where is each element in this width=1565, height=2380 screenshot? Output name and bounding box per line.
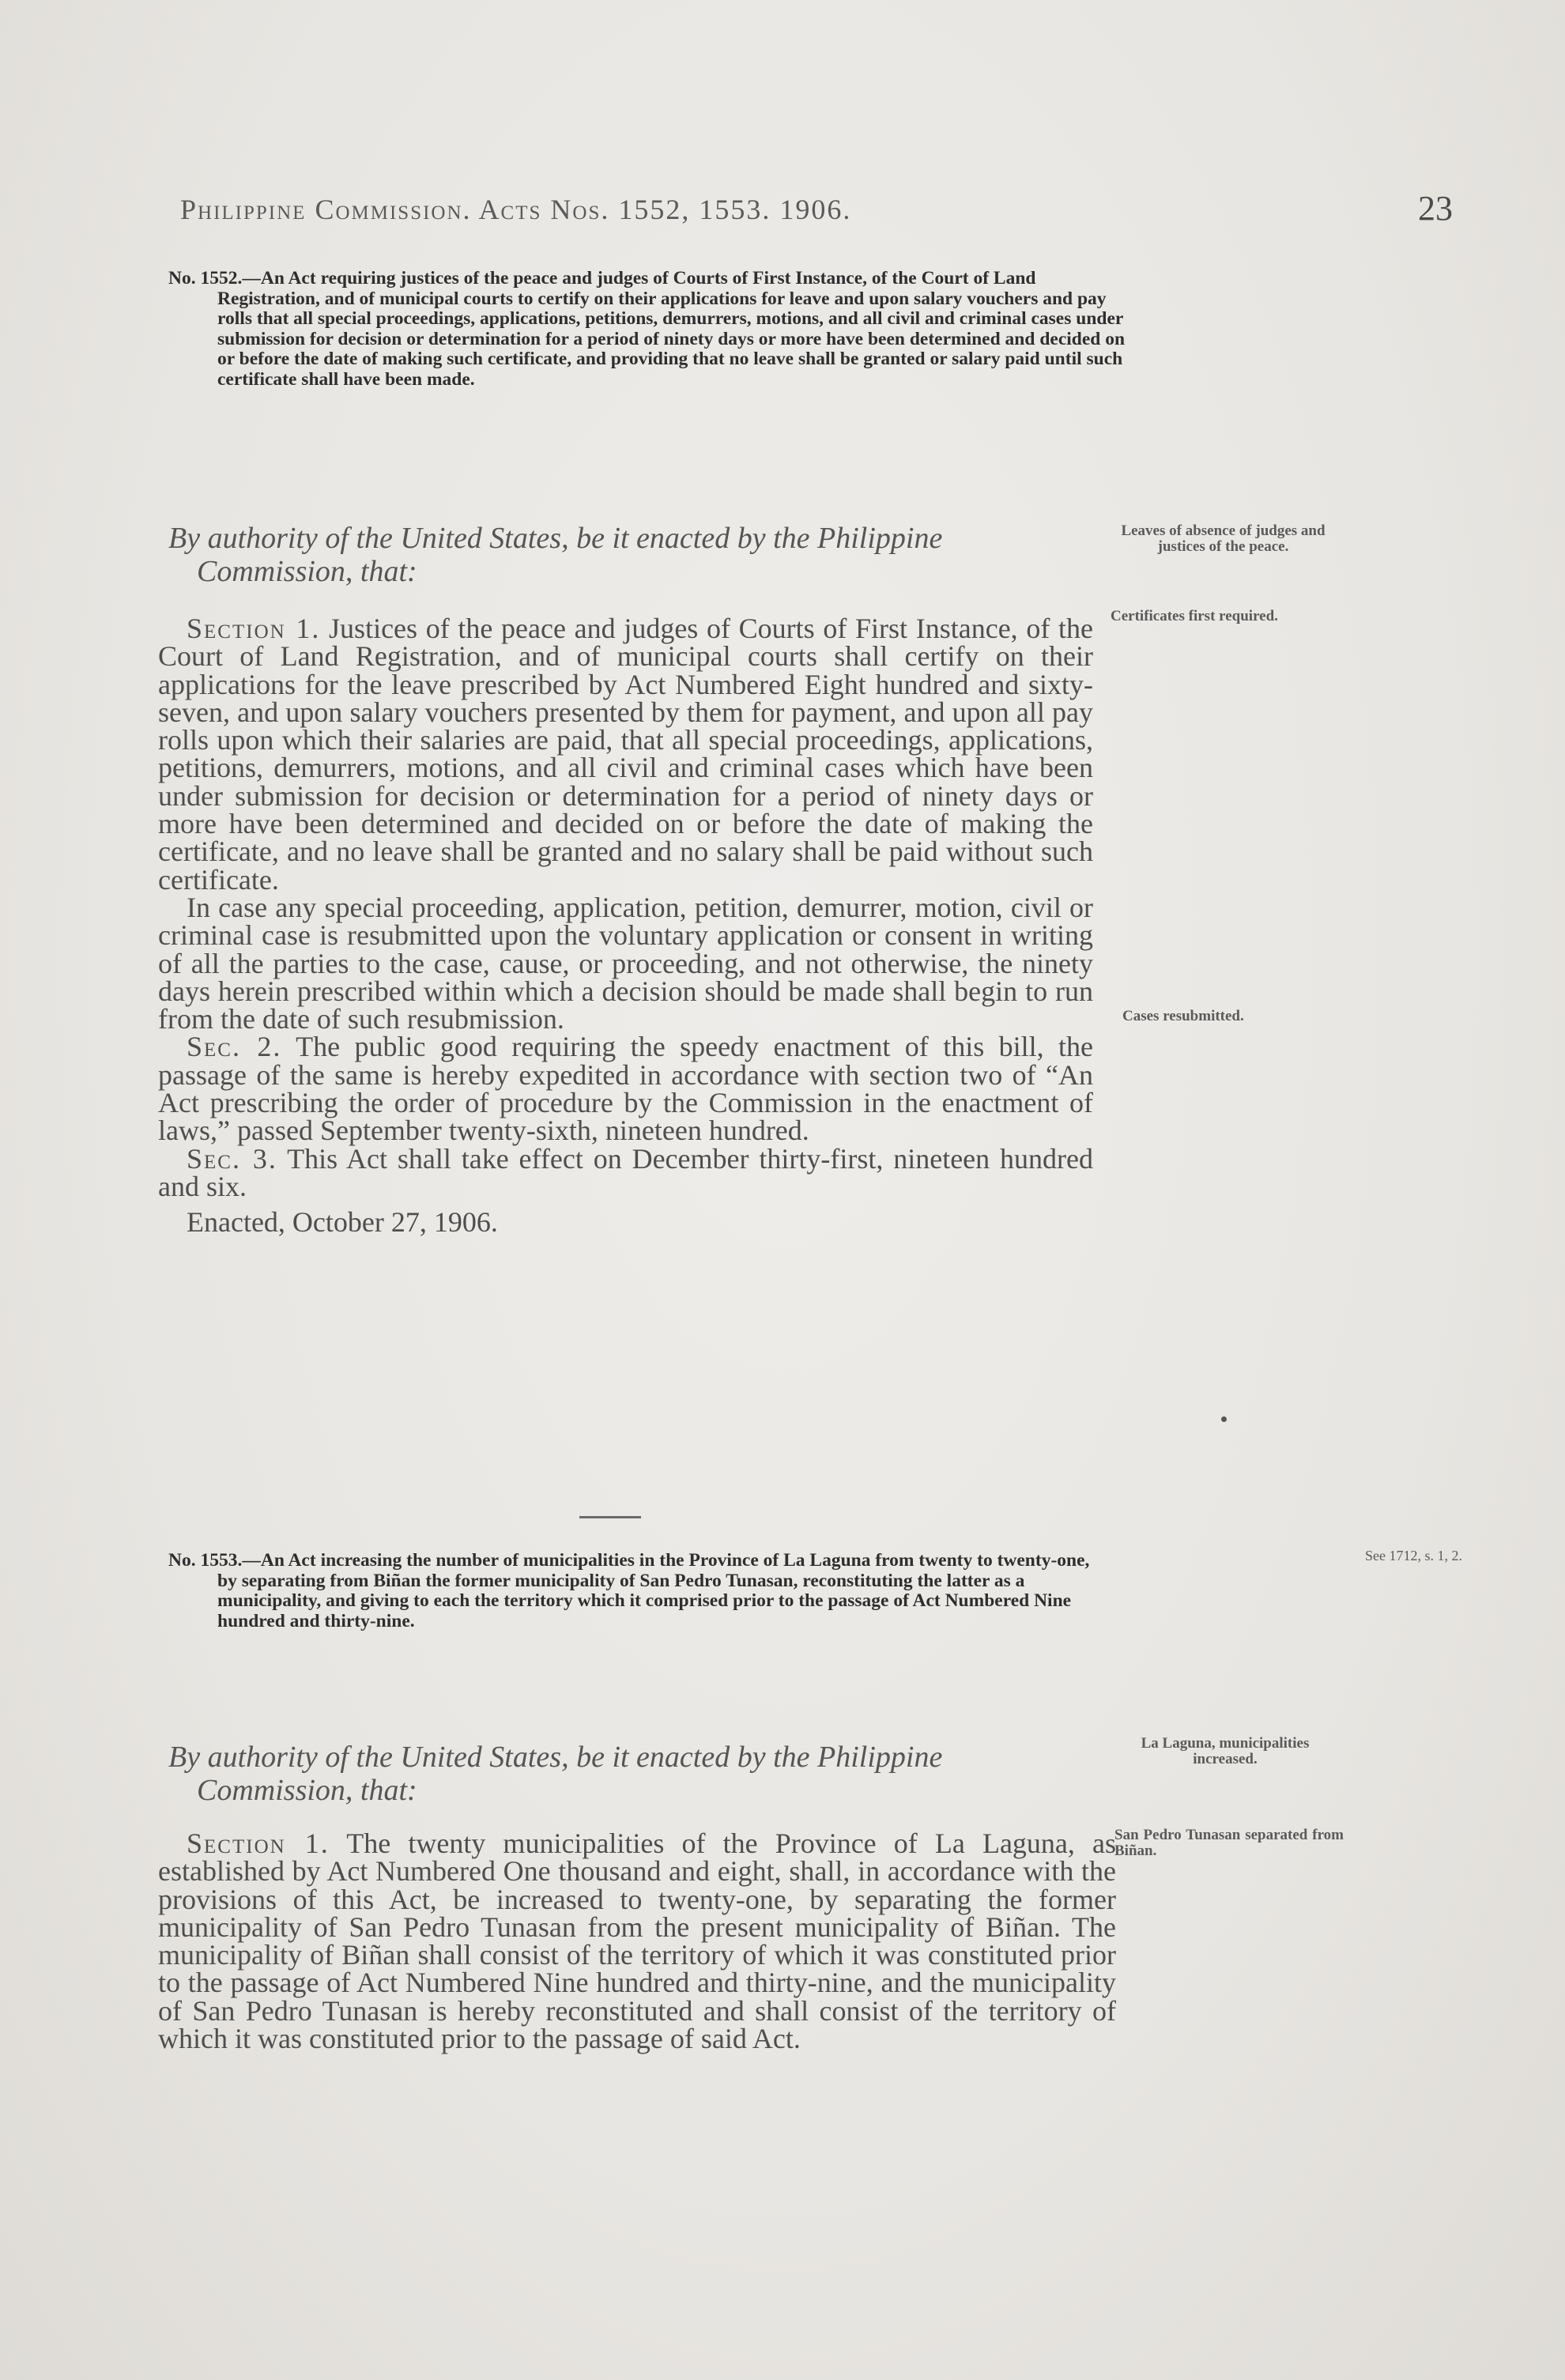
- act-1553-title: [168, 1551, 1109, 1631]
- act-1552-paragraph-2: [158, 891, 1093, 1035]
- act-1552-section-3: [158, 1142, 1093, 1202]
- margin-note-san-pedro: [1114, 1827, 1344, 1859]
- margin-note-text: Leaves of absence of judges and justices of the peace.: [1121, 522, 1326, 555]
- section-text: This Act shall take effect on December thirty-first, nineteen hundred and six.: [158, 1142, 1093, 1202]
- margin-note-text: San Pedro Tunasan separated from Biñan.: [1114, 1827, 1344, 1859]
- act-1553-enacting-clause: [168, 1741, 1105, 1807]
- act-1553-body: [158, 1827, 1117, 2055]
- section-text: Justices of the peace and judges of Courts of First Instance, of the Court of Land Registration, and of municipal courts shall certify on their applications for the leave prescribed by Act Numbered Eight hundred and sixty-seven, and upon salary vouchers presented by them for payment, and upon all pay rolls upon which their salaries are paid, that all special proceedings, applications, petitions, demurrers, motions, and all civil and criminal cases which have been under submission for decision or determination for a period of ninety days or more have been determined and decided on or before the date of making the certificate, and no leave shall be granted and no salary shall be paid without such certificate.: [158, 613, 1094, 896]
- section-divider: [579, 1516, 641, 1518]
- act-1552-section-2: [158, 1033, 1093, 1145]
- ink-dot: [1221, 1416, 1227, 1422]
- section-text: The twenty municipalities of the Province of La Laguna, as established by Act Numbered One thousand and eight, shall, in accordance with the provisions of this Act, be increased to twenty-one, by separating the former municipality of San Pedro Tunasan from the present municipality of Biñan. The municipality of Biñan shall consist of the territory of which it was constituted prior to the passage of Act Numbered Nine hundred and thirty-nine, and the municipality of San Pedro Tunasan is hereby reconstituted and shall consist of the territory of which it was constituted prior to the passage of said Act.: [158, 1827, 1117, 2055]
- running-head: Philippine Commission. Acts Nos. 1552, 1553. 1906.: [180, 194, 852, 225]
- enacting-clause-text: By authority of the United States, be it enacted by the Philippine Commission, that:: [168, 1741, 943, 1807]
- act-1552-title-text: No. 1552.—An Act requiring justices of the peace and judges of Courts of First Instance, of the Court of Land Registration, and of municipal courts to certify on their applications for leave and upon salary vouchers and pay rolls that all special proceedings, applications, petitions, demurrers, motions, and all civil and criminal cases under submission for decision or determination for a period of ninety days or more have been determined and decided on or before the date of making such certificate, and providing that no leave shall be granted or salary paid until such certificate shall have been made.: [168, 268, 1126, 390]
- margin-note-text: See 1712, s. 1, 2.: [1365, 1548, 1462, 1563]
- paragraph-text: In case any special proceeding, application, petition, demurrer, motion, civil or criminal case is resubmitted upon the voluntary application or consent in writing of all the parties to the case, cause, or proceeding, and not otherwise, the ninety days herein prescribed within which a decision should be made shall begin to run from the date of such resubmission.: [158, 891, 1093, 1035]
- act-1553-title-text: No. 1553.—An Act increasing the number of municipalities in the Province of La Laguna from twenty to twenty-one, by separating from Biñan the former municipality of San Pedro Tunasan, reconstituting the latter as a municipality, and giving to each the territory which it comprised prior to the passage of Act Numbered Nine hundred and thirty-nine.: [168, 1550, 1090, 1631]
- margin-note-see-reference: [1363, 1548, 1462, 1563]
- act-1552-body: [158, 615, 1093, 1237]
- section-text: The public good requiring the speedy enactment of this bill, the passage of the same is hereby expedited in accordance with section two of “An Act prescribing the order of procedure by the Commission in the enactment of laws,” passed September twenty-sixth, nineteen hundred.: [158, 1031, 1094, 1147]
- margin-note-text: Cases resubmitted.: [1122, 1008, 1244, 1024]
- act-1552-enacting-clause: [168, 522, 1093, 588]
- act-1553-section-1: [158, 1827, 1117, 2055]
- act-1552-enacted: [158, 1206, 1093, 1239]
- margin-note-resubmitted: [1122, 1009, 1344, 1024]
- act-1552-title: [168, 269, 1126, 390]
- section-label: Sec. 2.: [187, 1031, 282, 1063]
- page-header: [180, 188, 1453, 243]
- margin-note-leaves: [1111, 523, 1336, 555]
- enacting-clause-text: By authority of the United States, be it enacted by the Philippine Commission, that:: [168, 522, 943, 588]
- margin-note-la-laguna: [1114, 1736, 1336, 1767]
- page-number: 23: [1418, 189, 1453, 228]
- margin-note-text: Certificates first required.: [1111, 608, 1278, 624]
- section-label: Section 1.: [187, 1827, 330, 1859]
- margin-note-certificates: [1111, 609, 1332, 624]
- enacted-date: Enacted, October 27, 1906.: [187, 1206, 498, 1239]
- section-label: Section 1.: [187, 613, 321, 644]
- section-label: Sec. 3.: [187, 1142, 277, 1175]
- margin-note-text: La Laguna, municipalities increased.: [1141, 1735, 1310, 1767]
- act-1552-section-1: [158, 615, 1093, 894]
